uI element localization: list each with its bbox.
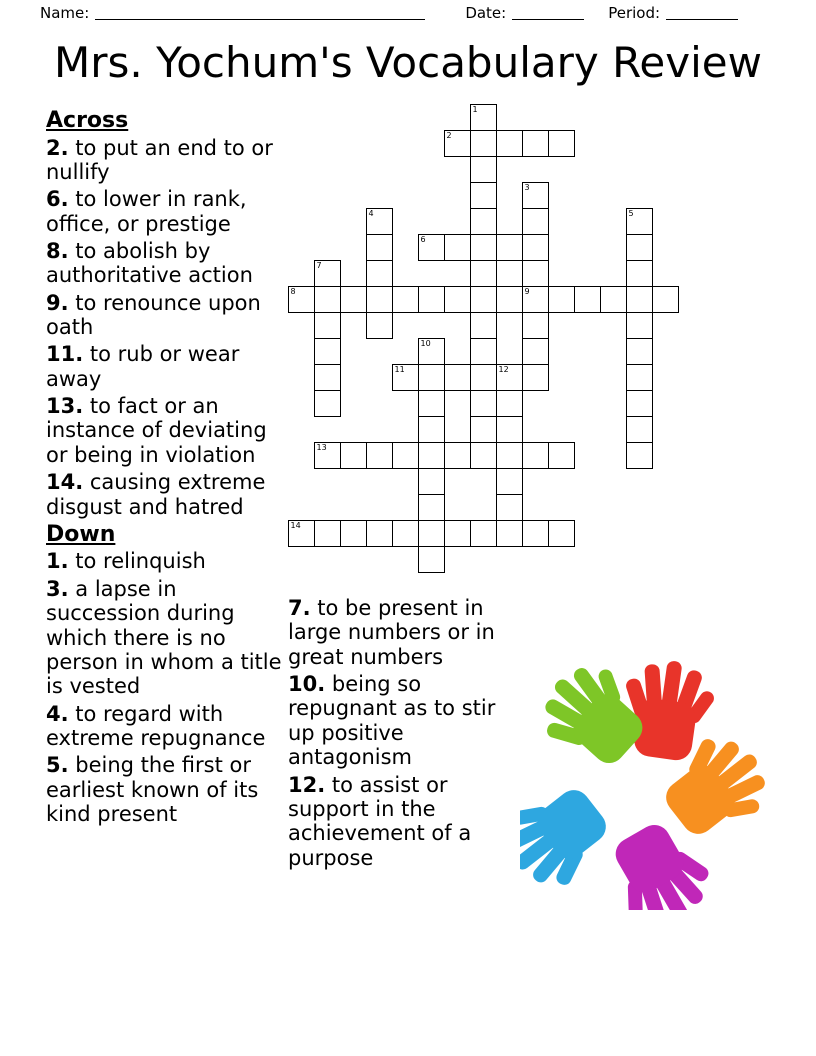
grid-cell[interactable] (626, 390, 653, 417)
name-input-line[interactable] (95, 6, 425, 20)
grid-cell[interactable] (470, 234, 497, 261)
grid-cell[interactable] (470, 182, 497, 209)
grid-cell[interactable] (392, 364, 419, 391)
grid-cell[interactable] (444, 234, 471, 261)
grid-cell[interactable] (626, 286, 653, 313)
clue-text: to rub or wear away (46, 342, 240, 391)
grid-cell-number: 13 (316, 443, 327, 452)
grid-cell[interactable] (470, 390, 497, 417)
grid-cell[interactable] (366, 208, 393, 235)
grid-cell[interactable] (496, 234, 523, 261)
grid-cell[interactable] (626, 260, 653, 287)
across-clue-6 (46, 187, 284, 236)
crossword-grid[interactable] (288, 104, 698, 594)
grid-cell-number: 12 (498, 365, 509, 374)
clue-text: being the first or earliest known of its kind present (46, 753, 259, 827)
grid-cell[interactable] (418, 286, 445, 313)
grid-cell[interactable] (522, 520, 549, 547)
grid-cell[interactable] (522, 364, 549, 391)
grid-cell[interactable] (522, 234, 549, 261)
grid-cell[interactable] (626, 234, 653, 261)
grid-cell[interactable] (626, 364, 653, 391)
grid-cell[interactable] (470, 104, 497, 131)
grid-cell[interactable] (522, 312, 549, 339)
grid-cell[interactable] (418, 468, 445, 495)
clue-number: 2. (46, 135, 69, 160)
grid-cell[interactable] (314, 312, 341, 339)
grid-cell[interactable] (366, 520, 393, 547)
grid-cell[interactable] (652, 286, 679, 313)
grid-cell-number: 11 (394, 365, 405, 374)
grid-cell[interactable] (522, 338, 549, 365)
grid-cell[interactable] (626, 312, 653, 339)
name-label: Name: (40, 4, 90, 22)
grid-cell-number: 14 (290, 521, 301, 530)
grid-cell[interactable] (418, 234, 445, 261)
down-heading: Down (46, 521, 116, 547)
grid-cell[interactable] (314, 260, 341, 287)
grid-cell[interactable] (418, 546, 445, 573)
grid-cell[interactable] (392, 520, 419, 547)
grid-cell[interactable] (392, 286, 419, 313)
grid-cell[interactable] (418, 494, 445, 521)
across-clue-14 (46, 470, 284, 519)
grid-cell[interactable] (288, 520, 315, 547)
clue-text: being so repugnant as to stir up positive antagonism (288, 672, 496, 770)
clue-text: to abolish by authoritative action (46, 238, 253, 288)
grid-cell[interactable] (470, 208, 497, 235)
clue-text: to put an end to or nullify (46, 135, 273, 184)
clue-number: 7. (288, 596, 311, 620)
down-clue-list-part2 (288, 596, 520, 870)
clue-text: to fact or an instance of deviating or being in violation (46, 394, 267, 467)
grid-cell[interactable] (600, 286, 627, 313)
grid-cell[interactable] (444, 442, 471, 469)
clue-number: 6. (46, 187, 69, 212)
across-clue-13 (46, 394, 284, 467)
grid-cell[interactable] (470, 442, 497, 469)
down-clue-10 (288, 672, 520, 769)
grid-cell[interactable] (626, 338, 653, 365)
grid-cell[interactable] (496, 416, 523, 443)
down-clue-5 (46, 753, 284, 826)
clue-text: a lapse in succession during which there is no person in whom a title is vested (46, 576, 282, 699)
grid-cell-number: 9 (524, 287, 530, 296)
period-input-line[interactable] (666, 6, 738, 20)
clue-text: to renounce upon oath (46, 290, 261, 340)
grid-cell[interactable] (548, 442, 575, 469)
grid-cell[interactable] (366, 260, 393, 287)
clue-number: 9. (46, 290, 69, 315)
down-clue-12 (288, 773, 520, 870)
grid-cell[interactable] (444, 364, 471, 391)
grid-cell[interactable] (340, 442, 367, 469)
grid-cell[interactable] (418, 416, 445, 443)
grid-cell[interactable] (470, 520, 497, 547)
grid-cell[interactable] (366, 312, 393, 339)
grid-cell[interactable] (522, 286, 549, 313)
grid-cell[interactable] (366, 442, 393, 469)
grid-cell[interactable] (626, 416, 653, 443)
grid-cell[interactable] (314, 520, 341, 547)
date-input-line[interactable] (512, 6, 584, 20)
grid-cell[interactable] (418, 338, 445, 365)
period-label: Period: (608, 4, 661, 22)
grid-cell[interactable] (470, 364, 497, 391)
grid-cell-number: 6 (420, 235, 426, 244)
across-clue-2 (46, 136, 284, 185)
grid-cell[interactable] (548, 130, 575, 157)
grid-cell-number: 7 (316, 261, 322, 270)
clue-number: 8. (46, 238, 69, 263)
grid-cell[interactable] (340, 520, 367, 547)
grid-cell-number: 2 (446, 131, 452, 140)
grid-cell[interactable] (522, 442, 549, 469)
clue-number: 4. (46, 701, 69, 726)
grid-cell-number: 1 (472, 105, 478, 114)
grid-cell[interactable] (496, 468, 523, 495)
down-clue-3 (46, 577, 284, 699)
clue-text: causing extreme disgust and hatred (46, 470, 266, 519)
grid-cell[interactable] (444, 286, 471, 313)
grid-cell[interactable] (496, 520, 523, 547)
grid-cell[interactable] (626, 208, 653, 235)
grid-cell[interactable] (470, 130, 497, 157)
clue-number: 11. (46, 342, 84, 367)
grid-cell[interactable] (496, 286, 523, 313)
clue-number: 14. (46, 470, 84, 495)
grid-cell[interactable] (522, 182, 549, 209)
clue-number: 1. (46, 549, 69, 574)
grid-cell[interactable] (418, 442, 445, 469)
grid-cell[interactable] (470, 286, 497, 313)
grid-cell[interactable] (522, 208, 549, 235)
clues-column-right (288, 596, 520, 873)
grid-cell[interactable] (366, 234, 393, 261)
grid-cell[interactable] (522, 260, 549, 287)
grid-cell[interactable] (496, 364, 523, 391)
grid-cell[interactable] (418, 390, 445, 417)
clues-column-left (46, 108, 284, 829)
grid-cell[interactable] (444, 520, 471, 547)
grid-cell[interactable] (340, 286, 367, 313)
across-heading: Across (46, 108, 129, 133)
grid-cell[interactable] (496, 494, 523, 521)
clue-number: 3. (46, 576, 69, 601)
down-clue-list-part1 (46, 549, 284, 826)
grid-cell[interactable] (522, 130, 549, 157)
grid-cell[interactable] (470, 416, 497, 443)
clue-text: to regard with extreme repugnance (46, 701, 266, 750)
grid-cell[interactable] (548, 286, 575, 313)
grid-cell[interactable] (288, 286, 315, 313)
across-clue-9 (46, 291, 284, 340)
grid-cell[interactable] (314, 338, 341, 365)
grid-cell-number: 8 (290, 287, 296, 296)
grid-cell[interactable] (444, 130, 471, 157)
grid-cell[interactable] (496, 130, 523, 157)
clue-text: to lower in rank, office, or prestige (46, 187, 247, 236)
clue-text: to be present in large numbers or in great numbers (288, 596, 495, 669)
grid-cell[interactable] (418, 520, 445, 547)
across-clue-list (46, 136, 284, 519)
grid-cell[interactable] (496, 442, 523, 469)
grid-cell-number: 4 (368, 209, 374, 218)
grid-cell[interactable] (548, 520, 575, 547)
grid-cell[interactable] (626, 442, 653, 469)
down-clue-7 (288, 596, 520, 669)
across-clue-11 (46, 342, 284, 391)
grid-cell[interactable] (574, 286, 601, 313)
page-title: Mrs. Yochum's Vocabulary Review (54, 38, 762, 87)
clue-number: 10. (288, 672, 326, 697)
clue-text: to assist or support in the achievement of a purpose (288, 772, 472, 870)
clue-number: 13. (46, 394, 84, 419)
clue-number: 5. (46, 753, 69, 778)
grid-cell[interactable] (470, 338, 497, 365)
grid-cell[interactable] (314, 390, 341, 417)
clue-number: 12. (288, 772, 326, 797)
date-label: Date: (465, 4, 507, 22)
grid-cell[interactable] (314, 442, 341, 469)
across-clue-8 (46, 239, 284, 288)
grid-cell[interactable] (392, 442, 419, 469)
grid-cell-number: 5 (628, 209, 634, 218)
grid-cell[interactable] (366, 286, 393, 313)
grid-cell[interactable] (314, 286, 341, 313)
grid-cell-number: 3 (524, 183, 530, 192)
grid-cell[interactable] (470, 156, 497, 183)
down-clue-4 (46, 702, 284, 751)
down-clue-1 (46, 549, 284, 573)
clue-text: to relinquish (68, 549, 206, 574)
grid-cell[interactable] (314, 364, 341, 391)
colored-handprints-icon (520, 650, 790, 910)
grid-cell[interactable] (496, 390, 523, 417)
grid-cell-number: 10 (420, 339, 431, 348)
worksheet-header (40, 0, 776, 26)
grid-cell[interactable] (418, 364, 445, 391)
grid-cell[interactable] (470, 312, 497, 339)
grid-cell[interactable] (470, 260, 497, 287)
